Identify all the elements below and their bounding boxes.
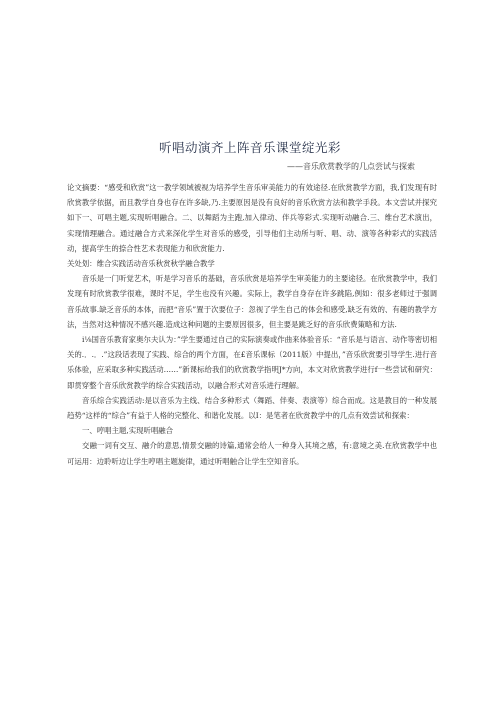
- page-subtitle: ——音乐欣赏教学的几点尝试与探索: [287, 162, 415, 171]
- keywords-line: 关处划：维合实践活动音乐秋赏秋学融合教学: [67, 259, 215, 269]
- document-body: [67, 180, 437, 469]
- abstract-paragraph: 论文摘要：“感受和欣赏”这一教学领域被视为培养学生音乐审美能力的有效途径.在欣赏教学方面，我,们发现有时欣赏教学依据，而且教学自身也存在许多缺,乃.主要原因是没有良好的音乐欣赏方法和教学手段。本文尝试并探究如下一、可唱主题,实现听唱融合。二、以舞蹈为主跑,加入律动、伴兵等彩式.实现听动融合.三、维台艺术演出，实现情理融合。通过融合方式来深化学生对音乐的感受，引导他们主动所与听、唱、动、演等各种彩式的实践活动，提高学生的捺合性艺术表现能力和欣赏能力.: [67, 183, 437, 253]
- body-paragraph-4: 交融一词有交互、融介的意思,情景交融的诗篇,通常会给人一种身入其境之感，有:意境之美.在欣赏教学中也可运用：边聆听边让学生哼唱主题旋律，通过听唱触合让学生空知音乐。: [67, 441, 437, 466]
- section-heading-1: 一、哼唱主题,实现听唱融合: [82, 426, 174, 436]
- body-paragraph-3: 音乐综合实践活动:是以音乐为主线、结合多种形式（舞蹈、伴奏、表演等）综合而成。这是教目的一种发展趋势“这样的“综合”有益于人格的完整化、和谐化发展。以I：是笔者在欣赏教学中的几点有效尝试和探索：: [67, 395, 437, 421]
- body-paragraph-2: i⅛国音乐教育家奥尔夫认为：”学生要通过自己的实际演奏或作曲来体验音乐：“音乐是与语言、动作等密切相关的.．.．.”这段话表现了实践、综合的两个方面，在£音乐课标（2011版）中提出，”音乐欣赏要引导学生.进行音乐体验，应采取多种实践活动……”新课标给我们的欣赏教学指明J*方向，本文对欣赏教学进行f一些尝试和研究：即贯穿整个音乐欣赏教学的综合实践活动，以融合形式对音乐进行理解。: [67, 335, 437, 390]
- page-title: 听唱动演齐上阵音乐课堂绽光彩: [158, 140, 341, 155]
- body-paragraph-1: 音乐是一门听觉艺术，听是学习音乐的基础，音乐欣赏是培养学生审美能力的主要途径。在欣赏教学中，我们发现有时欣赏教学很难，课时不足，学生也没有兴趣。实际上，教学自身存在许多跳陷,例如：很多老师过于强调音乐故事.缺乏音乐的本体，而把“音乐”置于次要位子：忽视了学生自己的体会和感受,缺乏有效的、有趣的教学方法，当然对这种情况不感兴趣.造成这种问题的主要原因很多，但主要是跳乏好的音乐欣费策略和方法.: [67, 274, 437, 329]
